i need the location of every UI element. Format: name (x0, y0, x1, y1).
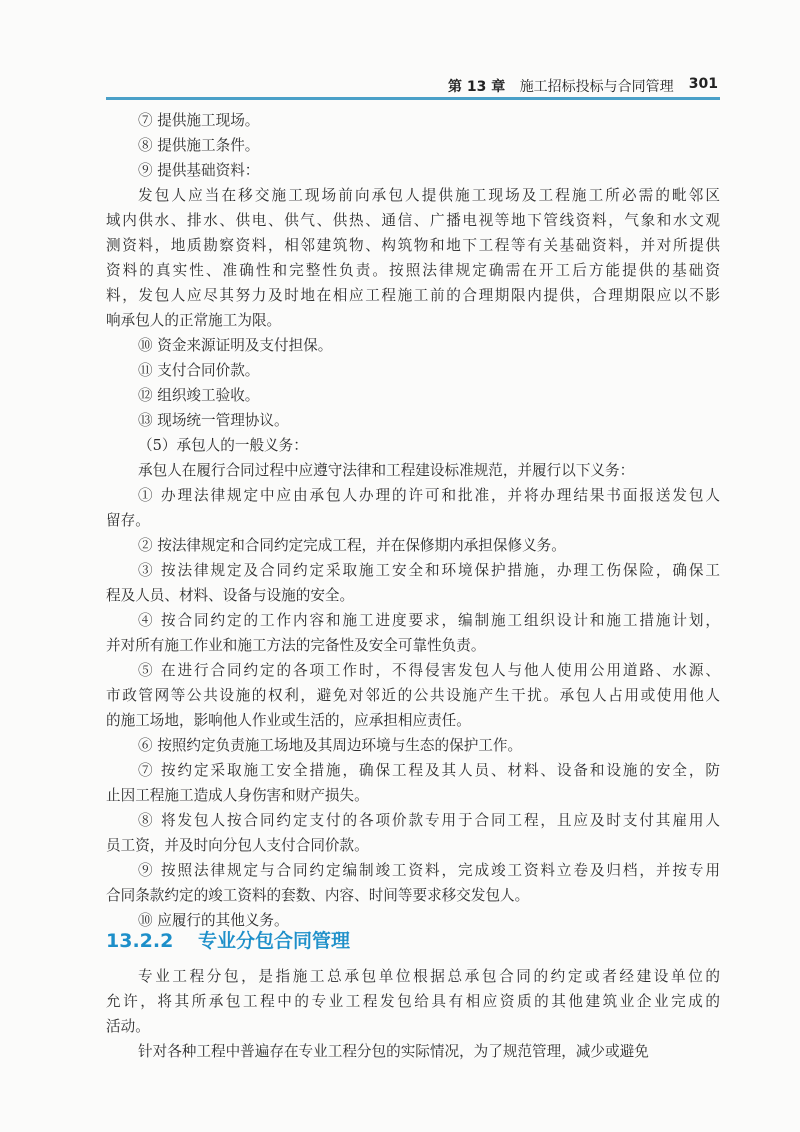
line (106, 683, 720, 708)
text-line: 程及人员、材料、设备与设施的安全。 (106, 587, 355, 604)
header-rule (106, 97, 720, 100)
line (106, 133, 720, 158)
line (106, 633, 720, 658)
line (106, 508, 720, 533)
text-line: 域内供水、排水、供电、供气、供热、通信、广播电视等地下管线资料，气象和水文观 (106, 212, 720, 229)
line (106, 558, 720, 583)
line (106, 833, 720, 858)
text-line: ⑨ 按照法律规定与合同约定编制竣工资料，完成竣工资料立卷及归档，并按专用 (138, 862, 720, 879)
line (106, 783, 720, 808)
text-line: ⑦ 提供施工现场。 (138, 112, 260, 129)
text-line: 活动。 (106, 1018, 150, 1035)
line (106, 583, 720, 608)
text-line: 发包人应当在移交施工现场前向承包人提供施工现场及工程施工所必需的毗邻区 (138, 187, 720, 204)
text-line: ⑪ 支付合同价款。 (138, 362, 260, 379)
line (106, 758, 720, 783)
paragraph (106, 758, 720, 808)
paragraph (106, 433, 720, 458)
paragraph (106, 483, 720, 533)
chapter-title: 施工招标投标与合同管理 (519, 79, 674, 95)
text-line: ⑩ 应履行的其他义务。 (138, 912, 289, 929)
text-line: 并对所有施工作业和施工方法的完备性及安全可靠性负责。 (106, 637, 486, 654)
line (106, 183, 720, 208)
text-line: 留存。 (106, 512, 150, 529)
paragraph (106, 158, 720, 183)
line (106, 1014, 720, 1039)
line (106, 733, 720, 758)
paragraph (106, 333, 720, 358)
line (106, 358, 720, 383)
line (106, 883, 720, 908)
line (106, 308, 720, 333)
paragraph (106, 458, 720, 483)
line (106, 258, 720, 283)
paragraph (106, 733, 720, 758)
line (106, 483, 720, 508)
line (106, 533, 720, 558)
paragraph (106, 383, 720, 408)
paragraph (106, 408, 720, 433)
text-line: 止因工程施工造成人身伤害和财产损失。 (106, 787, 369, 804)
text-line: ⑧ 提供施工条件。 (138, 137, 260, 154)
section-number: 13.2.2 (106, 930, 174, 952)
paragraph (106, 133, 720, 158)
line (106, 964, 720, 989)
body-text (106, 108, 720, 933)
chapter-label: 第 13 章 (448, 79, 506, 95)
page-number: 301 (688, 76, 718, 92)
text-line: 员工资，并及时向分包人支付合同价款。 (106, 837, 369, 854)
running-header (448, 76, 718, 96)
text-line: 响承包人的正常施工为限。 (106, 312, 282, 329)
paragraph (106, 658, 720, 733)
text-line: 料，发包人应尽其努力及时地在相应工程施工前的合理期限内提供，合理期限应以不影 (106, 287, 720, 304)
paragraph (106, 533, 720, 558)
text-line: ③ 按法律规定及合同约定采取施工安全和环境保护措施，办理工伤保险，确保工 (138, 562, 720, 579)
line (106, 708, 720, 733)
line (106, 333, 720, 358)
line (106, 283, 720, 308)
text-line: 合同条款约定的竣工资料的套数、内容、时间等要求移交发包人。 (106, 887, 530, 904)
text-line: 承包人在履行合同过程中应遵守法律和工程建设标准规范，并履行以下义务： (138, 462, 635, 479)
line (106, 858, 720, 883)
paragraph (106, 358, 720, 383)
text-line: ⑧ 将发包人按合同约定支付的各项价款专用于合同工程，且应及时支付其雇用人 (138, 812, 720, 829)
paragraph (106, 108, 720, 133)
text-line: ⑫ 组织竣工验收。 (138, 387, 260, 404)
section-title: 专业分包合同管理 (197, 930, 350, 952)
paragraph (106, 183, 720, 333)
text-line: 针对各种工程中普遍存在专业工程分包的实际情况，为了规范管理，减少或避免 (138, 1043, 649, 1060)
text-line: ⑬ 现场统一管理协议。 (138, 412, 289, 429)
line (106, 108, 720, 133)
line (106, 383, 720, 408)
text-line: ⑩ 资金来源证明及支付担保。 (138, 337, 333, 354)
text-line: 测资料，地质勘察资料，相邻建筑物、构筑物和地下工程等有关基础资料，并对所提供 (106, 237, 720, 254)
line (106, 989, 720, 1014)
text-line: 资料的真实性、准确性和完整性负责。按照法律规定确需在开工后方能提供的基础资 (106, 262, 720, 279)
line (106, 233, 720, 258)
text-line: ④ 按合同约定的工作内容和施工进度要求，编制施工组织设计和施工措施计划， (138, 612, 720, 629)
paragraph (106, 1039, 720, 1064)
section-body-text (106, 964, 720, 1064)
line (106, 1039, 720, 1064)
line (106, 658, 720, 683)
paragraph (106, 608, 720, 658)
text-line: ⑥ 按照约定负责施工场地及其周边环境与生态的保护工作。 (138, 737, 523, 754)
paragraph (106, 858, 720, 908)
line (106, 158, 720, 183)
text-line: ① 办理法律规定中应由承包人办理的许可和批准，并将办理结果书面报送发包人 (138, 487, 720, 504)
text-line: （5）承包人的一般义务： (138, 437, 308, 454)
line (106, 608, 720, 633)
text-line: 允许，将其所承包工程中的专业工程发包给具有相应资质的其他建筑业企业完成的 (106, 993, 720, 1010)
paragraph (106, 964, 720, 1039)
text-line: 市政管网等公共设施的权利，避免对邻近的公共设施产生干扰。承包人占用或使用他人 (106, 687, 720, 704)
line (106, 458, 720, 483)
line (106, 433, 720, 458)
text-line: 的施工场地，影响他人作业或生活的，应承担相应责任。 (106, 712, 471, 729)
line (106, 808, 720, 833)
text-line: ② 按法律规定和合同约定完成工程，并在保修期内承担保修义务。 (138, 537, 566, 554)
section-heading (106, 926, 720, 956)
paragraph (106, 558, 720, 608)
text-line: ⑦ 按约定采取施工安全措施，确保工程及其人员、材料、设备和设施的安全，防 (138, 762, 720, 779)
text-line: ⑤ 在进行合同约定的各项工作时，不得侵害发包人与他人使用公用道路、水源、 (138, 662, 720, 679)
text-line: ⑨ 提供基础资料： (138, 162, 260, 179)
paragraph (106, 808, 720, 858)
text-line: 专业工程分包，是指施工总承包单位根据总承包合同的约定或者经建设单位的 (138, 968, 720, 985)
line (106, 408, 720, 433)
line (106, 208, 720, 233)
